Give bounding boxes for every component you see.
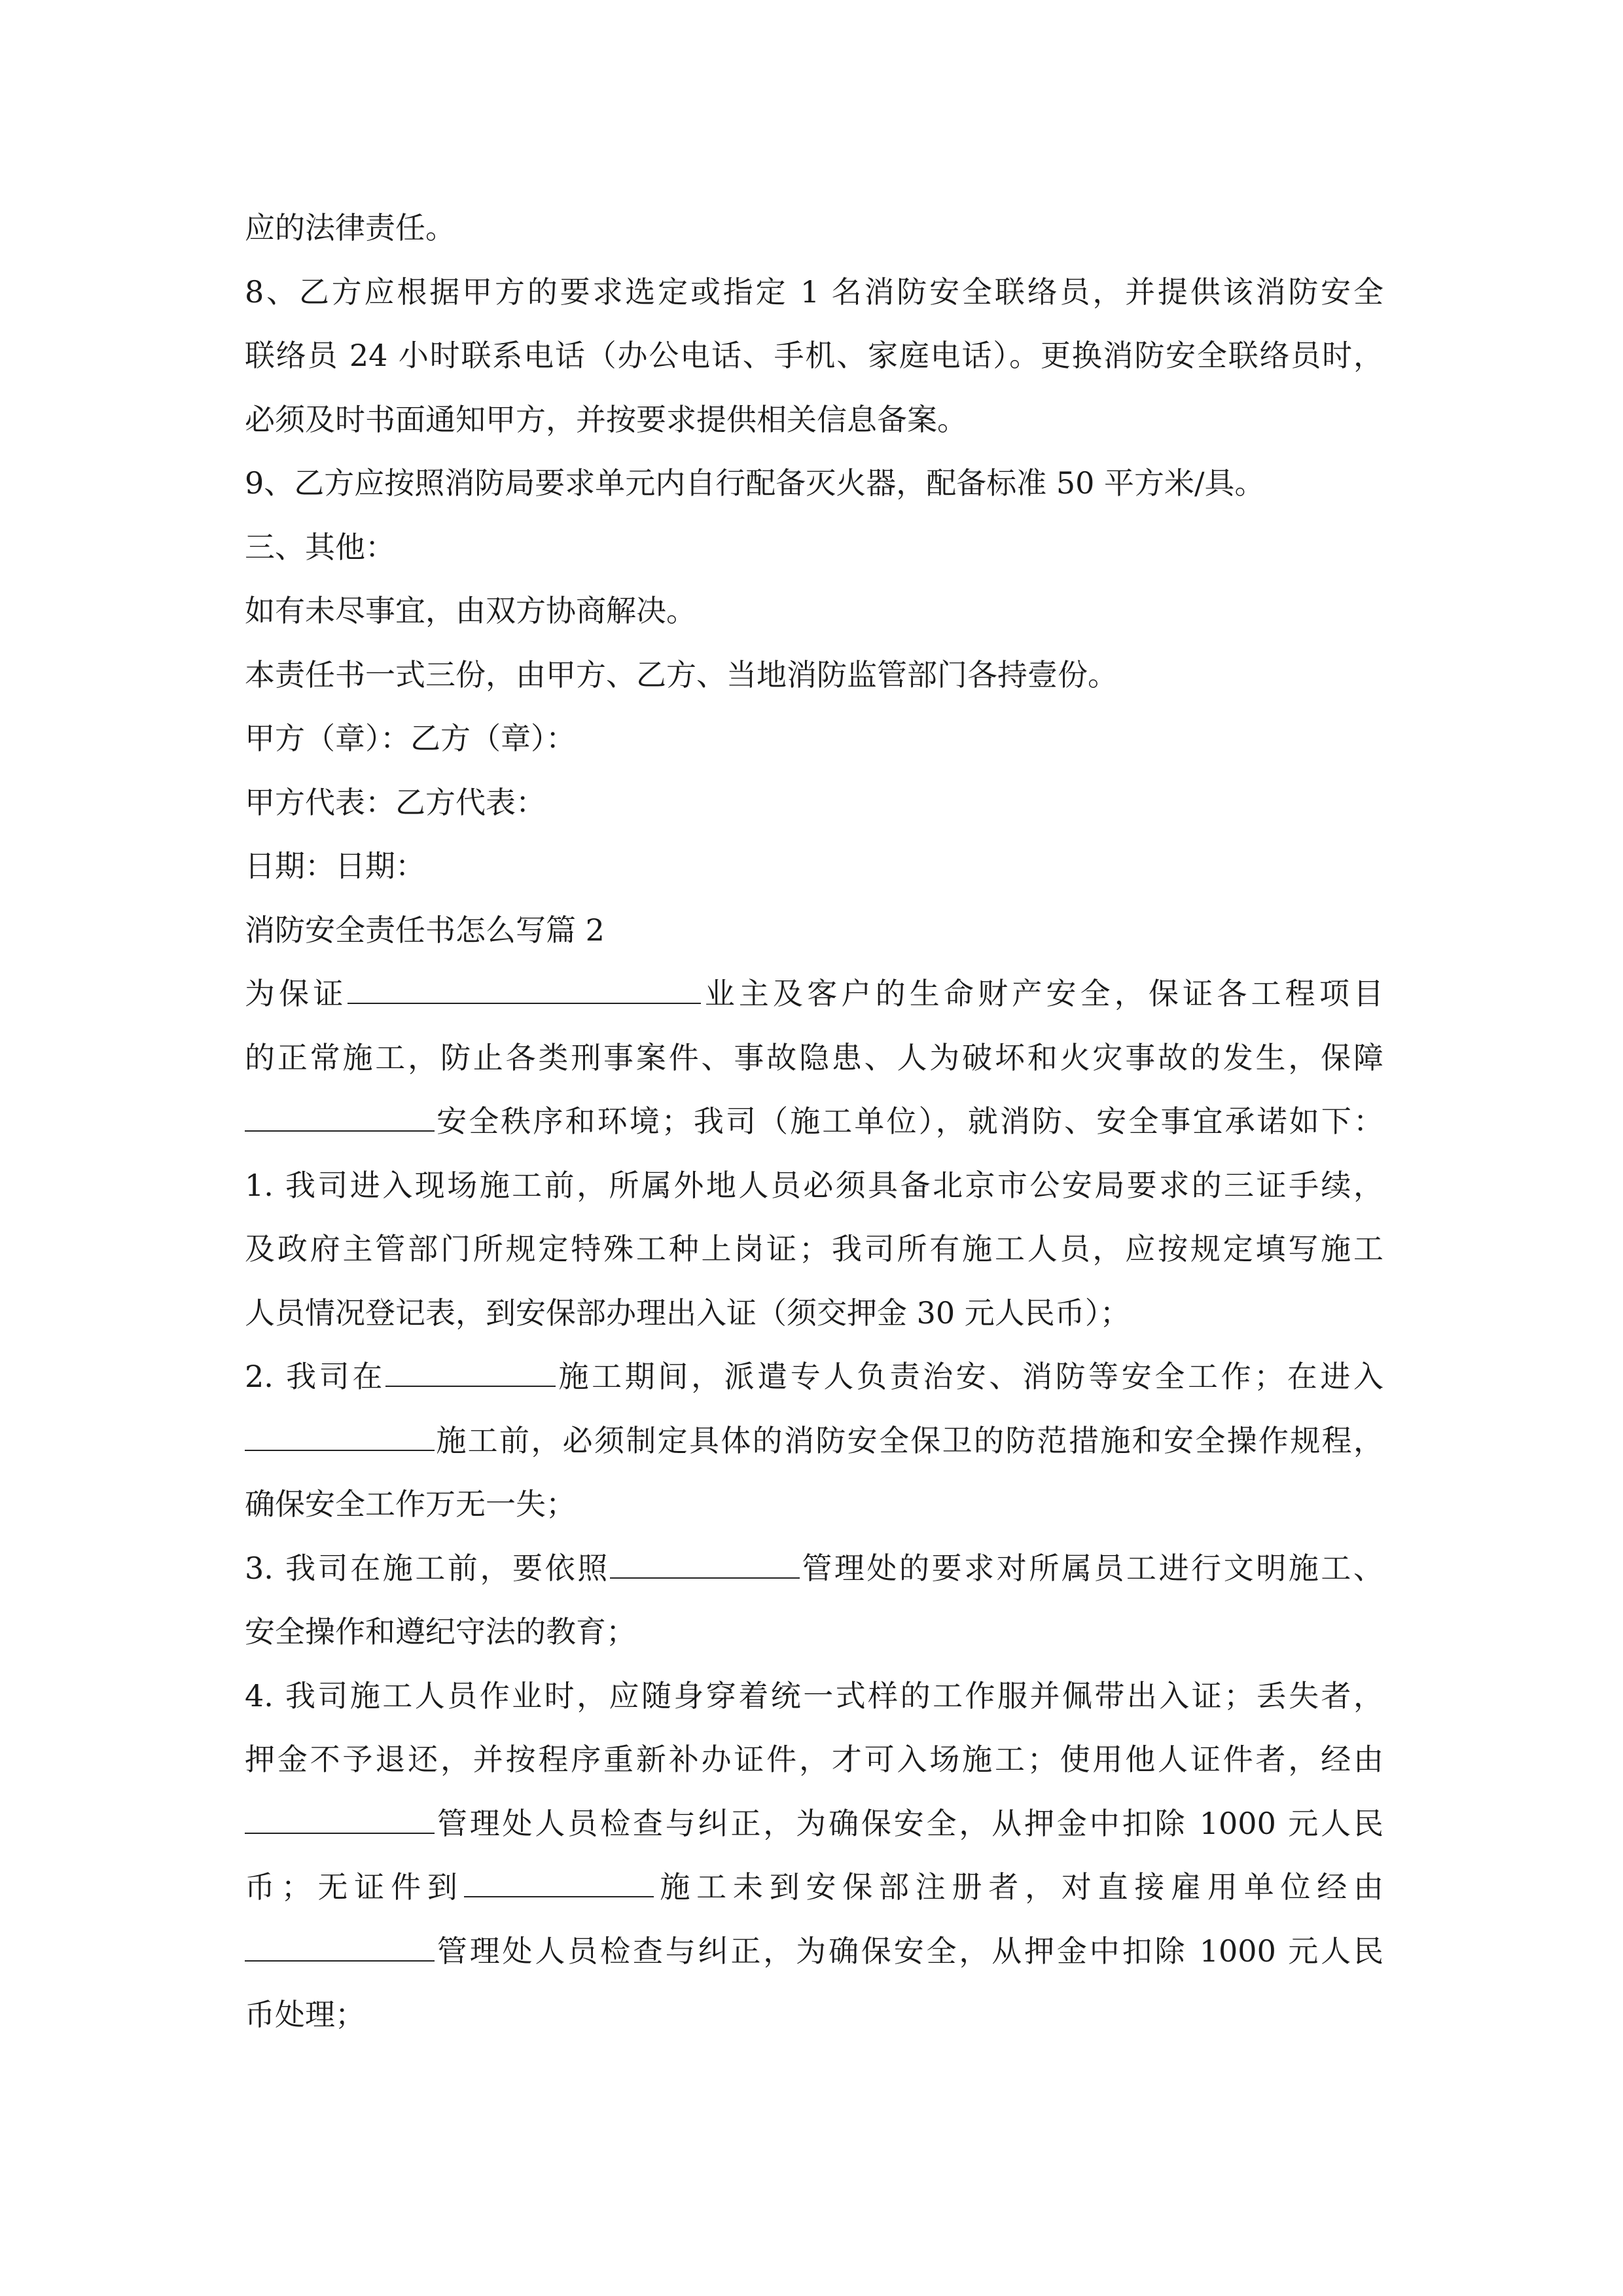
document-body: [245, 196, 1383, 2047]
text-segment: 施工未到安保部注册者，对直接雇用单位经由: [653, 1869, 1384, 1905]
fill-blank: [348, 974, 701, 1004]
representative-line: 甲方代表：乙方代表：: [245, 784, 546, 820]
text-segment: 管理处人员检查与纠正，为确保安全，从押金中扣除 1000 元人民: [435, 1933, 1383, 1969]
text-segment: 管理处人员检查与纠正，为确保安全，从押金中扣除 1000 元人民: [435, 1805, 1383, 1841]
text-segment: 为保证: [245, 976, 348, 1011]
date-line: 日期：日期：: [245, 848, 425, 884]
text-line: 联络员 24 小时联系电话（办公电话、手机、家庭电话）。更换消防安全联络员时，: [245, 338, 1383, 373]
text-segment: 安全秩序和环境；我司（施工单位），就消防、安全事宜承诺如下：: [435, 1103, 1383, 1139]
text-line: 1. 我司进入现场施工前，所属外地人员必须具备北京市公安局要求的三证手续，: [245, 1167, 1383, 1203]
fill-blank: [464, 1867, 654, 1897]
text-segment: 施工期间，派遣专人负责治安、消防等安全工作；在进入: [555, 1359, 1384, 1394]
text-line: 4. 我司施工人员作业时，应随身穿着统一式样的工作服并佩带出入证；丢失者，: [245, 1677, 1383, 1713]
text-line: 必须及时书面通知甲方，并按要求提供相关信息备案。: [245, 401, 967, 437]
text-line: [245, 1409, 1383, 1473]
section-heading: 三、其他：: [245, 529, 395, 565]
text-line: [245, 962, 1383, 1026]
text-segment: 3. 我司在施工前，要依照: [245, 1550, 610, 1586]
text-segment: 施工前，必须制定具体的消防安全保卫的防范措施和安全操作规程，: [435, 1422, 1383, 1458]
text-line: 9、乙方应按照消防局要求单元内自行配备灭火器，配备标准 50 平方米/具。: [245, 465, 1265, 501]
text-line: 应的法律责任。: [245, 210, 455, 245]
text-line: 本责任书一式三份，由甲方、乙方、当地消防监管部门各持壹份。: [245, 656, 1118, 692]
text-line: 及政府主管部门所规定特殊工种上岗证；我司所有施工人员，应按规定填写施工: [245, 1231, 1383, 1266]
text-segment: 管理处的要求对所属员工进行文明施工、: [799, 1550, 1383, 1586]
text-line: 确保安全工作万无一失；: [245, 1486, 576, 1522]
fill-blank: [245, 1804, 435, 1834]
text-line: 币处理；: [245, 1997, 365, 2032]
text-segment: 2. 我司在: [245, 1359, 385, 1394]
article-title: 消防安全责任书怎么写篇 2: [245, 912, 605, 948]
text-line: [245, 1792, 1383, 1856]
text-line: [245, 1920, 1383, 1984]
text-line: [245, 1345, 1383, 1409]
text-line: [245, 1537, 1383, 1601]
text-line: 如有未尽事宜，由双方协商解决。: [245, 593, 696, 628]
fill-blank: [385, 1357, 556, 1387]
text-line: 8、乙方应根据甲方的要求选定或指定 1 名消防安全联络员，并提供该消防安全: [245, 274, 1383, 310]
text-line: 人员情况登记表，到安保部办理出入证（须交押金 30 元人民币）；: [245, 1295, 1130, 1331]
text-segment: 业主及客户的生命财产安全，保证各工程项目: [700, 976, 1384, 1011]
fill-blank: [245, 1421, 435, 1451]
fill-blank: [610, 1549, 800, 1579]
signature-line: 甲方（章）：乙方（章）：: [245, 721, 576, 756]
fill-blank: [245, 1931, 435, 1962]
text-line: 押金不予退还，并按程序重新补办证件，才可入场施工；使用他人证件者，经由: [245, 1742, 1383, 1777]
text-line: [245, 1090, 1383, 1154]
text-segment: 币；无证件到: [245, 1869, 464, 1905]
text-line: 安全操作和遵纪守法的教育；: [245, 1614, 636, 1649]
text-line: 的正常施工，防止各类刑事案件、事故隐患、人为破坏和火灾事故的发生，保障: [245, 1039, 1383, 1075]
fill-blank: [245, 1102, 435, 1132]
text-line: [245, 1856, 1383, 1920]
